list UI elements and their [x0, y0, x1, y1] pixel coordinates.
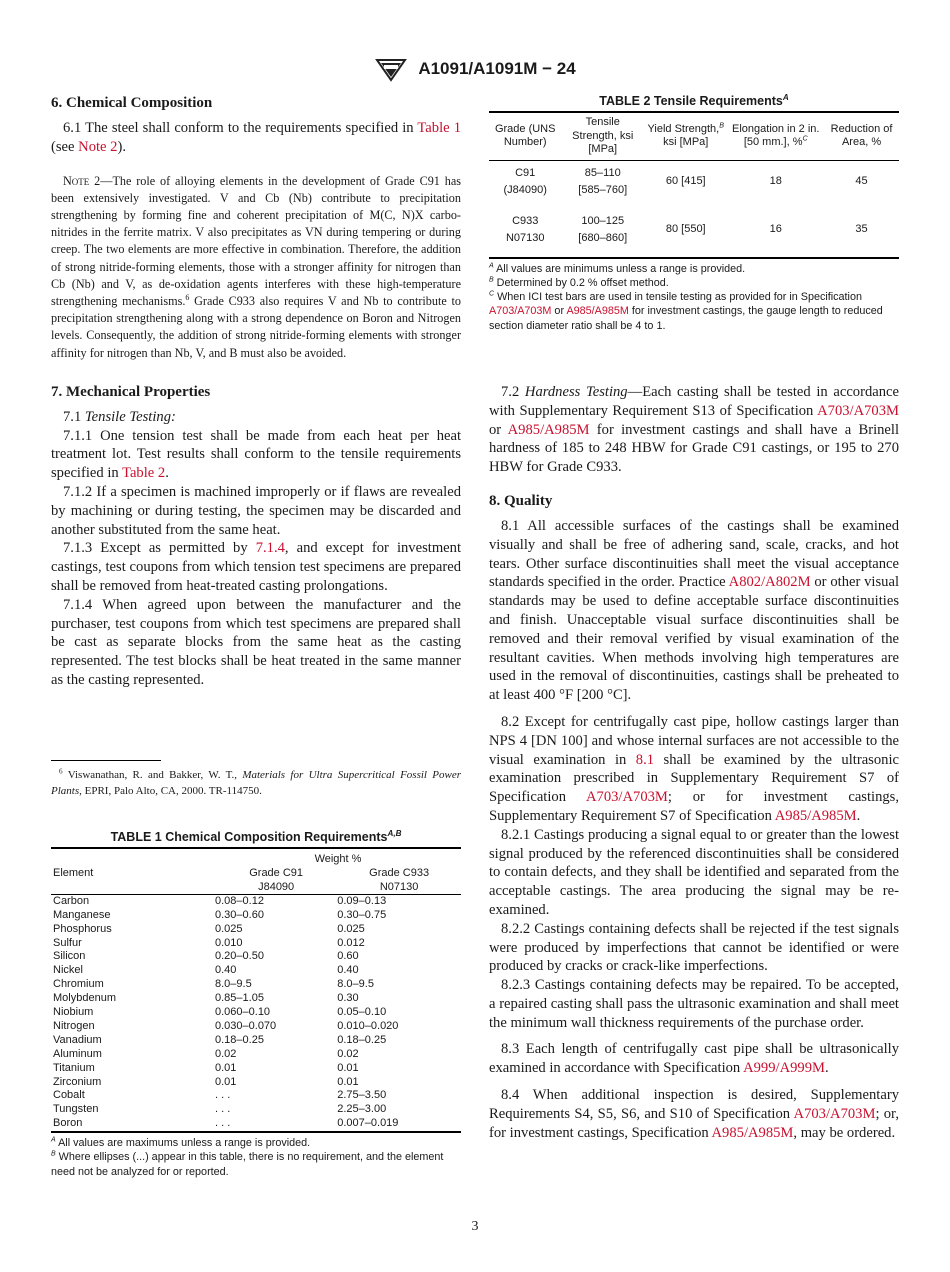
- superscript: C: [489, 290, 495, 298]
- paragraph-8-2-1: [489, 826, 899, 920]
- footnote-divider: [51, 760, 161, 761]
- cell-line: 45: [855, 175, 868, 187]
- c933-cell: 0.30–0.75: [337, 908, 387, 921]
- cross-reference-link[interactable]: A802/A802M: [728, 574, 811, 591]
- text-run: or: [551, 305, 567, 318]
- cross-reference-link[interactable]: A985/A985M: [507, 421, 590, 438]
- section-7-heading: 7. Mechanical Properties: [51, 383, 211, 400]
- table-1-title-text: TABLE 1 Chemical Composition Requirements: [110, 829, 388, 844]
- table-cell: [561, 209, 644, 258]
- table-row: [51, 1006, 461, 1020]
- c91-cell: 0.010: [215, 936, 243, 949]
- c933-cell: 0.007–0.019: [337, 1117, 399, 1130]
- table-note: [489, 290, 899, 333]
- weight-header: Weight %: [314, 852, 362, 865]
- table-1: [51, 829, 461, 1179]
- cell-line: [680–860]: [578, 231, 628, 244]
- c91-cell: 0.060–0.10: [215, 1006, 271, 1019]
- c933-cell: 0.01: [337, 1061, 359, 1074]
- paragraph-7-1-4: [51, 596, 461, 690]
- c933-cell: 0.40: [337, 964, 359, 977]
- text-run: When ICI test bars are used in tensile testing as provided for in Specification: [494, 291, 862, 304]
- c933-cell: 0.01: [337, 1075, 359, 1088]
- c91-header: Grade C91: [249, 866, 304, 879]
- paragraph-8-2-3: [489, 976, 899, 1032]
- cell-line: 60 [415]: [665, 175, 706, 187]
- table-note: [489, 262, 899, 276]
- table-cell: [727, 160, 824, 209]
- table-1-title: [51, 829, 461, 845]
- cross-reference-link[interactable]: Note 2: [78, 138, 118, 155]
- italic-text: Materials for Ultra Supercritical Fossil Power Plants: [51, 768, 461, 797]
- element-cell: Nickel: [53, 964, 83, 977]
- element-cell: Vanadium: [53, 1033, 102, 1046]
- table-row: [51, 1048, 461, 1062]
- element-cell: Chromium: [53, 978, 104, 991]
- cross-reference-link[interactable]: A703/A703M: [793, 1105, 876, 1122]
- c933-cell: 0.30: [337, 992, 359, 1005]
- element-cell: Titanium: [53, 1061, 95, 1074]
- table-2-notes: [489, 262, 899, 333]
- text-run: 8.2.3 Castings containing defects may be repaired. To be accepted, a repaired casting shall pass the ultrasonic examination and shall meet the minimum wall thickness requirements of the purchase order.: [489, 977, 899, 1031]
- text-run: 6.1 The steel shall conform to the requirements specified in: [63, 120, 418, 136]
- text-run: , may be ordered.: [793, 1124, 896, 1141]
- table-cell: [489, 209, 561, 258]
- cross-reference-link[interactable]: A985/A985M: [566, 305, 629, 318]
- paragraph-6-1: [51, 119, 461, 157]
- c91-cell: 0.40: [215, 964, 237, 977]
- table-cell: [644, 209, 727, 258]
- c933-cell: 0.60: [337, 950, 359, 963]
- element-cell: Zirconium: [53, 1075, 102, 1088]
- cross-reference-link[interactable]: A703/A703M: [586, 789, 668, 806]
- section-6-heading: 6. Chemical Composition: [51, 95, 213, 111]
- text-run: Elongation in 2 in. [50 mm.], %: [732, 122, 820, 149]
- text-run: Tensile Strength, ksi [MPa]: [572, 116, 634, 155]
- table-note: [51, 1150, 461, 1179]
- c91-cell: 8.0–9.5: [215, 978, 252, 991]
- table-row: [51, 1117, 461, 1132]
- cross-reference-link[interactable]: 7.1.4: [255, 540, 285, 557]
- text-run: shall be examined by the ultrasonic examination prescribed in Supplementary Requirement S7 of Specification: [489, 751, 899, 806]
- text-run: Determined by 0.2 % offset method.: [493, 276, 669, 289]
- c933-header: Grade C933: [369, 866, 430, 879]
- left-column: [51, 93, 461, 1179]
- text-run: (see: [51, 138, 79, 155]
- table-row: [51, 1034, 461, 1048]
- superscript: B: [51, 1150, 56, 1158]
- column-header: [489, 112, 561, 160]
- text-run: , EPRI, Palo Alto, CA, 2000. TR-114750.: [79, 784, 262, 797]
- text-run: —The role of alloying elements in the development of Grade C91 has been extensively investigated. V and Cb (Nb) contribute to precipitation strengthening by forming fine and coherent precipitation of M(C, N)X carbo-nitrides in the ferrite matrix. V also precipitates as VN during tempering or during creep. The two elements are more effective in combination. Therefore, the addition of strong nitride-forming elements, those with a stronger affinity for nitrogen than Cb (Nb) and V, as de-oxidation agents interferes with these high-temperature strengthening mechanisms.: [51, 173, 461, 309]
- italic-text: Tensile Testing:: [84, 408, 176, 425]
- element-cell: Sulfur: [53, 936, 82, 949]
- element-cell: Nitrogen: [53, 1019, 95, 1032]
- paragraph-7-1-1: [51, 427, 461, 483]
- superscript: B: [719, 121, 724, 130]
- text-run: ksi [MPa]: [663, 136, 709, 149]
- table-row: [51, 978, 461, 992]
- c933-cell: 0.02: [337, 1047, 359, 1060]
- italic-text: Hardness Testing: [524, 383, 628, 400]
- table-2-title-text: TABLE 2 Tensile Requirements: [599, 94, 783, 108]
- text-run: ; or for investment castings, Supplementary Requirement S7 of Specification: [489, 789, 900, 824]
- element-cell: Manganese: [53, 908, 111, 921]
- table-row: [489, 160, 899, 209]
- cross-reference-link[interactable]: A703/A703M: [489, 305, 552, 318]
- paragraph-8-4: [489, 1086, 899, 1142]
- table-row: [51, 1062, 461, 1076]
- text-run: .: [856, 807, 861, 824]
- element-cell: Aluminum: [53, 1047, 102, 1060]
- text-run: Where ellipses (...) appear in this table, there is no requirement, and the element need not be analyzed for or reported.: [51, 1151, 444, 1178]
- c91-cell: 0.08–0.12: [215, 894, 264, 907]
- table-2: [489, 93, 899, 333]
- text-run: 8.4 When additional inspection is desired, Supplementary Requirements S4, S5, S6, and S10 of Specification: [489, 1087, 899, 1122]
- cell-line: 85–110: [584, 166, 621, 179]
- text-run: 7.1.4 When agreed upon between the manufacturer and the purchaser, test coupons from which test specimens are prepared shall be cast as separate blocks from the same heat as the casting represented. The test blocks shall be heat treated in the same manner as the casting represented.: [51, 596, 461, 688]
- column-header: [824, 112, 899, 160]
- superscript: C: [802, 134, 808, 143]
- c933-uns-header: N07130: [337, 880, 461, 895]
- element-cell: Cobalt: [53, 1089, 85, 1102]
- text-run: 8.3 Each length of centrifugally cast pipe shall be ultrasonically examined in accordance with Specification: [489, 1041, 899, 1077]
- text-run: —Each casting shall be tested in accordance with Supplementary Requirement S13 of Specification: [489, 383, 899, 419]
- table-row: [51, 937, 461, 951]
- note-2-label: Note 2: [63, 173, 101, 188]
- text-run: , and except for investment castings, test coupons from which tension test specimens are prepared shall be removed from heat-treated casting prolongations.: [51, 540, 462, 594]
- element-cell: Boron: [53, 1117, 83, 1130]
- c91-uns-header: J84090: [215, 880, 337, 895]
- note-2-text: [51, 174, 461, 360]
- cross-reference-link[interactable]: Table 2: [122, 465, 166, 482]
- cell-line: C933: [512, 214, 539, 227]
- table-cell: [824, 160, 899, 209]
- superscript: 6: [59, 767, 63, 776]
- paragraph-8-2: [489, 713, 899, 826]
- c91-cell: 0.18–0.25: [215, 1033, 264, 1046]
- table-cell: [489, 160, 561, 209]
- cross-reference-link[interactable]: Table 1: [417, 120, 461, 136]
- cell-line: 80 [550]: [665, 223, 706, 235]
- cell-line: [585–760]: [578, 183, 628, 196]
- element-cell: Niobium: [53, 1006, 94, 1019]
- c933-cell: 0.010–0.020: [337, 1019, 399, 1032]
- note-2: [51, 173, 461, 362]
- text-run: 8.1 All accessible surfaces of the castings shall be examined visually and shall be free of adhering sand, scale, cracks, and hot tears. Other surface discontinuities shall meet the visual acceptance standards specified in the order. Practice: [489, 517, 899, 591]
- cell-line: 18: [769, 175, 782, 187]
- page-number: 3: [471, 1219, 479, 1234]
- table-row: [51, 1020, 461, 1034]
- astm-logo-icon: [374, 56, 408, 82]
- table-note: [51, 1136, 461, 1150]
- superscript: A: [51, 1136, 56, 1144]
- c91-cell: 0.030–0.070: [215, 1019, 277, 1032]
- c933-cell: 0.18–0.25: [337, 1033, 387, 1046]
- c933-cell: 0.012: [337, 936, 365, 949]
- element-cell: Molybdenum: [53, 992, 116, 1005]
- text-run: All values are minimums unless a range is provided.: [493, 262, 746, 275]
- element-header: Element: [53, 866, 94, 879]
- table-row: [489, 209, 899, 258]
- element-cell: Phosphorus: [53, 922, 112, 935]
- text-run: 7.2: [501, 383, 525, 400]
- table-row: [51, 1076, 461, 1090]
- section-8-heading: 8. Quality: [489, 492, 553, 509]
- c933-cell: 2.25–3.00: [337, 1103, 387, 1116]
- text-run: 8.2 Except for centrifugally cast pipe, hollow castings larger than NPS 4 [DN 100] and whose internal surfaces are not accessible to the visual examination in: [489, 713, 899, 768]
- paragraph-7-1-3: [51, 539, 461, 595]
- text-run: 7.1: [63, 408, 85, 425]
- paragraph-8-1: [489, 517, 899, 705]
- text-run: ; or, for investment castings, Specification: [489, 1105, 899, 1141]
- superscript: B: [489, 276, 494, 284]
- cross-reference-link[interactable]: A703/A703M: [817, 402, 899, 419]
- text-run: 7.1.3 Except as permitted by: [63, 540, 256, 557]
- c933-cell: 0.05–0.10: [337, 1006, 387, 1019]
- cell-line: 35: [855, 223, 868, 235]
- table-cell: [824, 209, 899, 258]
- text-run: or other visual standards may be used to define acceptable surface discontinuities and finish. Unacceptable visual surface discontinuities shall be removed and their removal verified by visual examination of the resultant cavities. When methods involving high temperatures are used in the removal of discontinuities, castings shall be preheated to at least 400 °F [200 °C].: [489, 574, 899, 704]
- text-run: All values are maximums unless a range is provided.: [55, 1137, 311, 1150]
- cross-reference-link[interactable]: A985/A985M: [774, 807, 857, 824]
- page-header: [0, 56, 950, 82]
- text-run: 7.1.1 One tension test shall be made from each heat per heat treatment lot. Test results shall conform to the tensile requirements specified in: [51, 427, 461, 482]
- table-row: [51, 1103, 461, 1117]
- footnote-6: [51, 767, 461, 799]
- paragraph-8-3: [489, 1040, 899, 1078]
- text-run: Grade C933 also requires V and Nb to contribute to precipitation strengthening along with a strong dependence on Boron and Nitrogen levels. Consequently, the addition of strong nitride-forming elements with stronger affinity for nitrogen than Nb, V, and B must also be avoided.: [51, 294, 461, 360]
- element-cell: Carbon: [53, 894, 90, 907]
- cell-line: C91: [515, 166, 536, 179]
- superscript: 6: [185, 292, 190, 302]
- element-cell: Tungsten: [53, 1103, 99, 1116]
- c91-cell: 0.20–0.50: [215, 950, 264, 963]
- text-run: for investment castings, the gauge length to reduced section diameter ratio shall be 4 to 1.: [489, 305, 883, 332]
- c91-cell: 0.01: [215, 1075, 237, 1088]
- text-run: 7.1.2 If a specimen is machined improperly or if flaws are revealed by machining or during testing, the specimen may be discarded and another substituted from the same heat.: [51, 484, 461, 538]
- c91-cell: 0.85–1.05: [215, 992, 264, 1005]
- column-header: [561, 112, 644, 160]
- c933-cell: 8.0–9.5: [337, 978, 374, 991]
- c933-cell: 0.09–0.13: [337, 894, 387, 907]
- text-run: Yield Strength,: [647, 122, 720, 135]
- text-run: for investment castings and shall have a Brinell hardness of 185 to 248 HBW for Grade C91 castings, or 195 to 270 HBW for Grade C933.: [489, 421, 900, 476]
- table-row: [51, 964, 461, 978]
- text-run: 8.2.1 Castings producing a signal equal to or greater than the lowest signal produced by the referenced discontinuities shall be considered to contain defects, and they shall be identified and separated from the acceptable castings. The area producing the signal may be re-examined.: [489, 826, 899, 918]
- cross-reference-link[interactable]: 8.1: [635, 751, 655, 768]
- superscript: A: [489, 261, 494, 269]
- paragraph-7-2: [489, 383, 899, 477]
- c91-cell: . . .: [215, 1117, 231, 1130]
- c91-cell: . . .: [215, 1103, 231, 1116]
- c91-cell: 0.01: [215, 1061, 237, 1074]
- cross-reference-link[interactable]: A985/A985M: [711, 1124, 794, 1141]
- paragraph-7-1: [51, 408, 461, 427]
- table-note: [489, 276, 899, 290]
- text-run: or: [489, 421, 508, 438]
- text-run: ).: [117, 138, 126, 155]
- c933-cell: 0.025: [337, 922, 365, 935]
- table-row: [51, 1089, 461, 1103]
- paragraph-7-1-2: [51, 483, 461, 539]
- text-run: Reduction of Area, %: [830, 122, 893, 149]
- table-cell: [561, 160, 644, 209]
- cell-line: (J84090): [503, 183, 547, 196]
- element-cell: Silicon: [53, 950, 86, 963]
- text-run: 8.2.2 Castings containing defects shall be rejected if the test signals were produced by imperfections that cannot be identified or were produced by cracks or crack-like imperfections.: [489, 920, 899, 975]
- table-row: [51, 923, 461, 937]
- cell-line: N07130: [505, 231, 545, 244]
- paragraph-8-2-2: [489, 920, 899, 976]
- document-designation: A1091/A1091M − 24: [418, 59, 576, 78]
- c91-cell: . . .: [215, 1089, 231, 1102]
- table-cell: [727, 209, 824, 258]
- c91-cell: 0.02: [215, 1047, 237, 1060]
- table-row: [51, 950, 461, 964]
- c91-cell: 0.30–0.60: [215, 908, 264, 921]
- table-1-title-sup: A,B: [387, 828, 402, 838]
- text-run: Grade (UNS Number): [494, 122, 556, 149]
- column-header: [727, 112, 824, 160]
- table-cell: [644, 160, 727, 209]
- table-row: [51, 992, 461, 1006]
- text-run: .: [165, 465, 169, 482]
- cross-reference-link[interactable]: A999/A999M: [743, 1060, 825, 1077]
- table-row: [51, 909, 461, 923]
- cell-line: 16: [769, 223, 782, 235]
- c933-cell: 2.75–3.50: [337, 1089, 387, 1102]
- column-header: [644, 112, 727, 160]
- table-2-title-sup: A: [782, 92, 789, 102]
- c91-cell: 0.025: [215, 922, 243, 935]
- right-column: [489, 93, 899, 1142]
- cell-line: 100–125: [581, 214, 625, 227]
- table-1-notes: [51, 1136, 461, 1179]
- text-run: Viswanathan, R. and Bakker, W. T.,: [62, 768, 243, 781]
- table-2-title: [489, 93, 899, 109]
- table-row: [51, 894, 461, 908]
- text-run: .: [824, 1060, 829, 1077]
